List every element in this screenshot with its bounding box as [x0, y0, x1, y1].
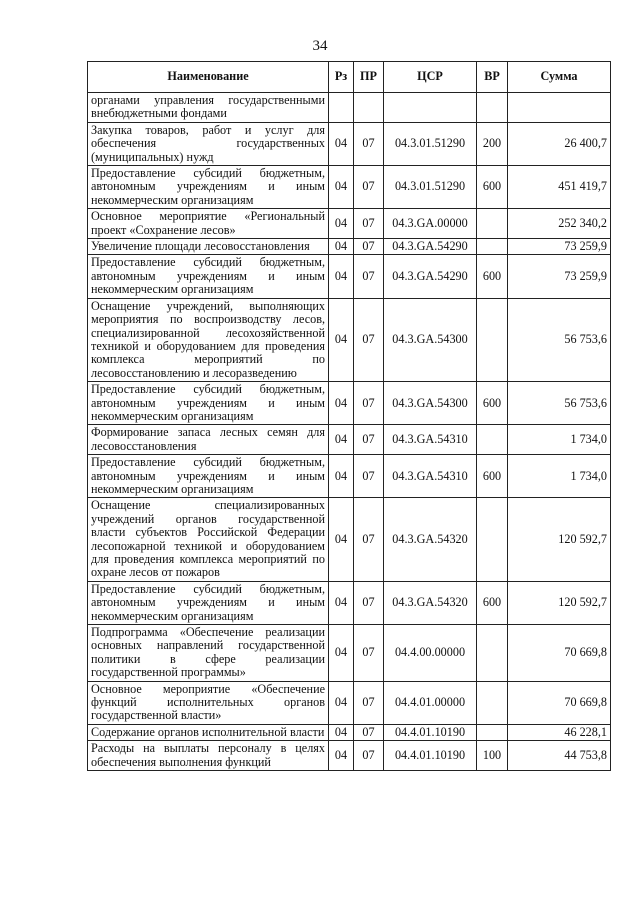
- row-vr: [477, 425, 508, 455]
- row-name: Основное мероприятие «Обеспечение функций исполнительных органов государственной власти»: [88, 681, 329, 724]
- table-row: [88, 93, 611, 123]
- row-pr: 07: [354, 724, 384, 740]
- table-row: [88, 724, 611, 740]
- row-sum: 73 259,9: [508, 255, 611, 298]
- row-pr: 07: [354, 382, 384, 425]
- row-name: Закупка товаров, работ и услуг для обеспечения государственных (муниципальных) нужд: [88, 122, 329, 165]
- row-name: Подпрограмма «Обеспечение реализации основных направлений государственной политики в сфере реализации государственной программы»: [88, 625, 329, 682]
- row-rz: 04: [329, 425, 354, 455]
- row-pr: 07: [354, 625, 384, 682]
- page-number: 34: [312, 38, 328, 54]
- row-rz: 04: [329, 581, 354, 624]
- row-pr: 07: [354, 166, 384, 209]
- row-sum: 120 592,7: [508, 581, 611, 624]
- row-name: Основное мероприятие «Региональный проект «Сохранение лесов»: [88, 209, 329, 239]
- header-pr: ПР: [354, 62, 384, 93]
- row-sum: 120 592,7: [508, 498, 611, 581]
- row-vr: 600: [477, 455, 508, 498]
- row-name: Увеличение площади лесовосстановления: [88, 239, 329, 255]
- row-name: органами управления государственными внебюджетными фондами: [88, 93, 329, 123]
- row-vr: [477, 93, 508, 123]
- row-csr: 04.3.GA.54300: [384, 382, 477, 425]
- table-row: [88, 681, 611, 724]
- row-pr: 07: [354, 239, 384, 255]
- row-name: Оснащение специализированных учреждений органов государственной власти субъектов Российской Федерации лесопожарной техникой и оборудованием для проведения комплекса мероприятий по охране лесов от пожаров: [88, 498, 329, 581]
- row-csr: 04.3.GA.54310: [384, 425, 477, 455]
- row-vr: 200: [477, 122, 508, 165]
- table-row: [88, 166, 611, 209]
- table-row: [88, 425, 611, 455]
- row-rz: 04: [329, 382, 354, 425]
- row-csr: 04.3.GA.54290: [384, 255, 477, 298]
- row-vr: 100: [477, 741, 508, 771]
- row-rz: 04: [329, 741, 354, 771]
- row-rz: 04: [329, 122, 354, 165]
- table-header-row: [88, 62, 611, 93]
- table-row: [88, 122, 611, 165]
- table-row: [88, 455, 611, 498]
- row-sum: 56 753,6: [508, 298, 611, 381]
- table-row: [88, 382, 611, 425]
- row-csr: 04.4.01.00000: [384, 681, 477, 724]
- header-vr: ВР: [477, 62, 508, 93]
- row-rz: 04: [329, 498, 354, 581]
- row-csr: 04.4.01.10190: [384, 724, 477, 740]
- row-name: Предоставление субсидий бюджетным, автономным учреждениям и иным некоммерческим организациям: [88, 382, 329, 425]
- row-sum: 1 734,0: [508, 455, 611, 498]
- row-sum: 1 734,0: [508, 425, 611, 455]
- row-sum: 252 340,2: [508, 209, 611, 239]
- budget-table: [87, 61, 611, 771]
- row-csr: 04.3.01.51290: [384, 166, 477, 209]
- row-csr: 04.3.01.51290: [384, 122, 477, 165]
- row-csr: 04.4.00.00000: [384, 625, 477, 682]
- row-name: Расходы на выплаты персоналу в целях обеспечения выполнения функций: [88, 741, 329, 771]
- row-csr: 04.3.GA.54310: [384, 455, 477, 498]
- header-rz: Рз: [329, 62, 354, 93]
- row-sum: 26 400,7: [508, 122, 611, 165]
- row-rz: 04: [329, 625, 354, 682]
- row-rz: 04: [329, 209, 354, 239]
- row-sum: 73 259,9: [508, 239, 611, 255]
- row-vr: [477, 239, 508, 255]
- row-rz: 04: [329, 724, 354, 740]
- row-pr: 07: [354, 741, 384, 771]
- row-name: Формирование запаса лесных семян для лесовосстановления: [88, 425, 329, 455]
- row-vr: 600: [477, 581, 508, 624]
- row-vr: [477, 681, 508, 724]
- row-vr: [477, 724, 508, 740]
- row-rz: 04: [329, 166, 354, 209]
- row-csr: 04.3.GA.54290: [384, 239, 477, 255]
- row-pr: 07: [354, 298, 384, 381]
- table-row: [88, 625, 611, 682]
- table-row: [88, 298, 611, 381]
- row-name: Предоставление субсидий бюджетным, автономным учреждениям и иным некоммерческим организациям: [88, 455, 329, 498]
- row-sum: 70 669,8: [508, 681, 611, 724]
- row-pr: 07: [354, 681, 384, 724]
- row-vr: [477, 498, 508, 581]
- row-name: Предоставление субсидий бюджетным, автономным учреждениям и иным некоммерческим организациям: [88, 581, 329, 624]
- row-name: Содержание органов исполнительной власти: [88, 724, 329, 740]
- row-vr: 600: [477, 255, 508, 298]
- table-row: [88, 581, 611, 624]
- row-rz: 04: [329, 255, 354, 298]
- row-csr: 04.3.GA.54300: [384, 298, 477, 381]
- row-csr: 04.3.GA.54320: [384, 581, 477, 624]
- row-csr: [384, 93, 477, 123]
- row-pr: [354, 93, 384, 123]
- row-pr: 07: [354, 255, 384, 298]
- row-rz: 04: [329, 298, 354, 381]
- row-name: Предоставление субсидий бюджетным, автономным учреждениям и иным некоммерческим организациям: [88, 255, 329, 298]
- row-pr: 07: [354, 122, 384, 165]
- table-row: [88, 209, 611, 239]
- header-csr: ЦСР: [384, 62, 477, 93]
- row-csr: 04.3.GA.00000: [384, 209, 477, 239]
- row-vr: 600: [477, 166, 508, 209]
- row-sum: [508, 93, 611, 123]
- table-row: [88, 498, 611, 581]
- table-row: [88, 239, 611, 255]
- row-vr: [477, 625, 508, 682]
- row-rz: 04: [329, 681, 354, 724]
- header-sum: Сумма: [508, 62, 611, 93]
- row-name: Оснащение учреждений, выполняющих мероприятия по воспроизводству лесов, специализированной лесохозяйственной техникой и оборудованием для проведения комплекса мероприятий по лесовосстановлению и лесоразведению: [88, 298, 329, 381]
- row-pr: 07: [354, 581, 384, 624]
- row-pr: 07: [354, 455, 384, 498]
- row-sum: 46 228,1: [508, 724, 611, 740]
- table-row: [88, 741, 611, 771]
- row-name: Предоставление субсидий бюджетным, автономным учреждениям и иным некоммерческим организациям: [88, 166, 329, 209]
- row-csr: 04.3.GA.54320: [384, 498, 477, 581]
- row-sum: 70 669,8: [508, 625, 611, 682]
- row-rz: [329, 93, 354, 123]
- row-pr: 07: [354, 498, 384, 581]
- row-pr: 07: [354, 425, 384, 455]
- row-rz: 04: [329, 455, 354, 498]
- row-vr: 600: [477, 382, 508, 425]
- row-vr: [477, 298, 508, 381]
- row-rz: 04: [329, 239, 354, 255]
- row-csr: 04.4.01.10190: [384, 741, 477, 771]
- row-sum: 451 419,7: [508, 166, 611, 209]
- row-sum: 56 753,6: [508, 382, 611, 425]
- table-row: [88, 255, 611, 298]
- row-sum: 44 753,8: [508, 741, 611, 771]
- header-name: Наименование: [88, 62, 329, 93]
- row-vr: [477, 209, 508, 239]
- row-pr: 07: [354, 209, 384, 239]
